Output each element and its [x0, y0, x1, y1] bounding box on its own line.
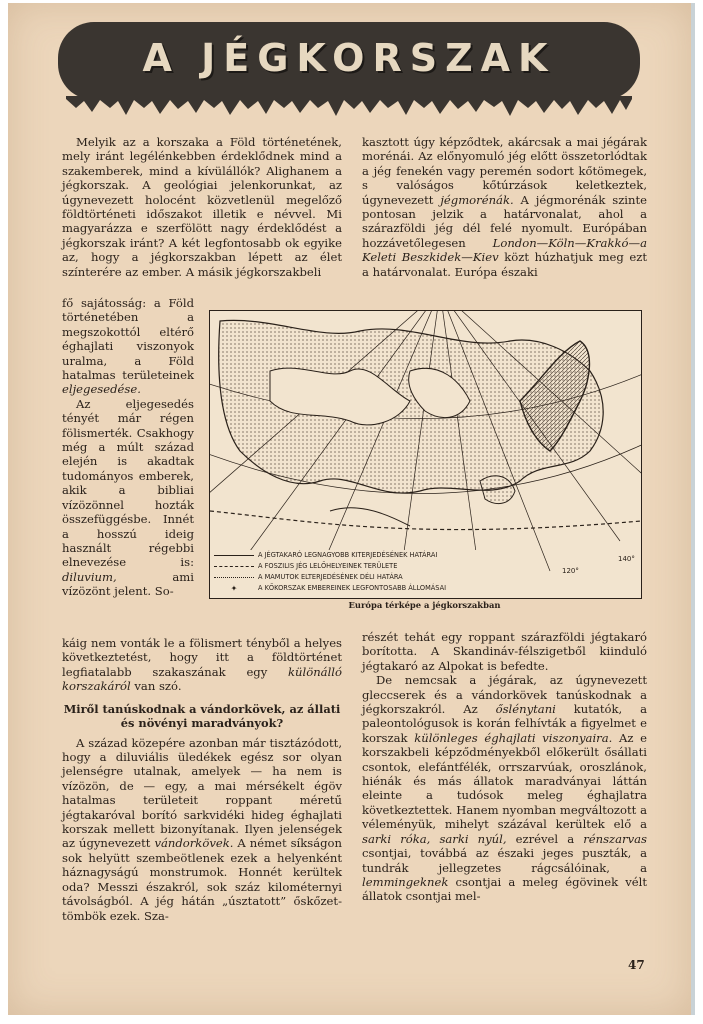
legend-row-mammoth: [214, 572, 504, 583]
map-label-140: 140°: [618, 555, 635, 563]
paragraph-moraines: [362, 135, 647, 279]
map-legend: [214, 550, 504, 594]
title-banner: [58, 22, 640, 100]
emphasis-text: rénszarvas: [583, 831, 647, 846]
paragraph-peculiarity: [62, 296, 194, 397]
text-span: ami vízözönt jelent. So-: [62, 569, 194, 599]
text-span: De nemcsak a jégárak, az úgynevezett gleccserek és a vándorkövek tanúskodnak a jégkorszakról. Az: [362, 673, 647, 717]
column-right-bottom: [362, 630, 647, 904]
text-span: A század közepére azonban már tisztázódott, hogy a diluviális üledékek egész sor olyan jelenségre utalnak, amelyek — ha nem is vízözön, de — egy, a mai mérsékelt égöv hatalmas területeit roppant méretű jégtakaróval borító sarkvidéki hideg éghajlati korszak mellett bizonyítanak. Ilyen jelenségek az úgynevezett: [62, 735, 342, 851]
page-number: 47: [628, 958, 645, 972]
emphasis-text: különleges éghajlati viszonyaira.: [414, 730, 613, 745]
legend-label: A MAMUTOK ELTERJEDÉSÉNEK DÉLI HATÁRA: [258, 573, 403, 581]
dashed-line-icon: [214, 566, 254, 567]
column-left-top: [62, 135, 342, 279]
emphasis-text: őslénytani: [495, 702, 556, 717]
text-span: Az eljegesedés tényét már régen fölismerték. Csakhogy még a múlt század elején is akadtak tudományos emberek, akik a bibliai vízözönnel hozták összefüggésbe. Innét a hosszú ideig használt régebbi elnevezése is:: [62, 396, 194, 570]
emphasis-text: különálló korszakáról: [62, 664, 342, 694]
text-span: kutatók, a paleontológusok is korán felhívták a figyelmet e korszak: [362, 702, 647, 745]
emphasis-text: lemmingeknek: [362, 874, 449, 889]
emphasis-text: diluvium,: [62, 569, 117, 584]
paragraph-erratic-boulders: [62, 736, 342, 923]
map-label-120: 120°: [562, 567, 579, 575]
paragraph-intro: Melyik az a korszaka a Föld történetének, mely iránt legélénkebben érdeklődnek mind a szakemberek, mind a kívülállók? Alighanem a jégkorszak. A geológiai jelenkorunkat, az úgynevezett holocént közvetlenül megelőző földtörténeti időszakot illetik e névvel. Mi magyarázza e szerfölött nagy érdeklődést a jégkorszak iránt? A két legfontosabb ok egyike az, hogy a jégkorszakban lépett az élet színterére az ember. A másik jégkorszakbeli: [62, 135, 342, 279]
legend-label: A JÉGTAKARÓ LEGNAGYOBB KITERJEDÉSÉNEK HATÁRAI: [258, 551, 438, 559]
text-span: csontjai a meleg égövinek vélt állatok csontjai mel-: [362, 874, 647, 904]
paragraph-fossils: [362, 673, 647, 904]
text-span: A jégmorénák szinte pontosan jelzik a határvonalat, ahol a szárazföldi jég dél felé nyomult. Európában hozzávetőlegesen: [362, 192, 647, 250]
legend-row-fossil-ice: [214, 561, 504, 572]
paragraph-conclusion: [62, 636, 342, 694]
legend-label: A FOSZILIS JÉG LELŐHELYEINEK TERÜLETE: [258, 562, 398, 570]
emphasis-text: jégmorénák.: [440, 192, 514, 207]
column-left-narrow: [62, 296, 194, 599]
icicle-decoration: [66, 96, 632, 118]
page-title: A JÉGKORSZAK: [142, 36, 556, 80]
emphasis-text: vándorkövek.: [154, 836, 234, 851]
text-span: A német síkságon sok helyütt szembeötlenek ezek a helyenként háznagyságú monstrumok. Honnét kerültek oda? Messzi északról, sok száz kilométernyi távolságból. A jég hátán „úsztatott” őskőzet-tömbök ezek. Sza-: [62, 836, 342, 923]
emphasis-text: eljegesedése.: [62, 382, 141, 397]
text-span: csontjai, továbbá az északi jeges puszták, a tundrák jellegzetes rágcsálóinak, a: [362, 846, 647, 875]
emphasis-text: London—Köln—Krakkó—a Keleti Beszkidek—Kiev: [362, 235, 647, 265]
column-right-top: [362, 135, 647, 279]
text-span: Az e korszakbeli képződményekből előkerült ősállati csontok, elefántfélék, orrszarvúak, oroszlánok, hiénák és más állatok maradványai láttán eleinte a tudósok meleg éghajlatra következtettek. Hanem nyomban megváltozott a véleményük, mihelyt százával kerültek elő a: [362, 730, 648, 832]
text-span: van szó.: [130, 679, 182, 694]
section-subheading: Miről tanúskodnak a vándorkövek, az állati és növényi maradványok?: [63, 701, 341, 730]
star-icon: ✦: [230, 584, 238, 593]
paragraph-glaciation: [62, 397, 194, 599]
text-span: káig nem vonták le a fölismert tényből a helyes következtetést, hogy itt a földtörténet legfiatalabb szakaszának egy: [62, 636, 342, 679]
emphasis-text: sarki róka, sarki nyúl,: [362, 831, 507, 846]
legend-row-stone-age: [214, 583, 504, 594]
legend-label: A KŐKORSZAK EMBEREINEK LEGFONTOSABB ÁLLOMÁSAI: [258, 584, 447, 592]
text-span: kasztott úgy képződtek, akárcsak a mai jégárak morénái. Az előnyomuló jég előtt összetorlódtak a jég fenekén vagy peremén sodort kőtömegek, s valóságos kőtúrzások keletkeztek, úgynevezett: [362, 135, 647, 207]
legend-row-ice-limit: [214, 550, 504, 561]
europe-ice-age-map: [209, 310, 642, 599]
text-span: fő sajátosság: a Föld történetében a megszokottól eltérő éghajlati viszonyok uralma, a Föld hatalmas területeinek: [62, 296, 194, 383]
text-span: ezrével a: [506, 831, 584, 846]
paragraph-ice-sheet: részét tehát egy roppant szárazföldi jégtakaró borította. A Skandináv-félszigetből kiinduló jégtakaró az Alpokat is befedte.: [362, 630, 647, 673]
map-caption: Európa térképe a jégkorszakban: [348, 600, 501, 610]
text-span: közt húzhatjuk meg ezt a határvonalat. Európa északi: [362, 250, 648, 279]
column-left-bottom: [62, 636, 342, 923]
solid-line-icon: [214, 555, 254, 556]
dotted-line-icon: [214, 577, 254, 578]
